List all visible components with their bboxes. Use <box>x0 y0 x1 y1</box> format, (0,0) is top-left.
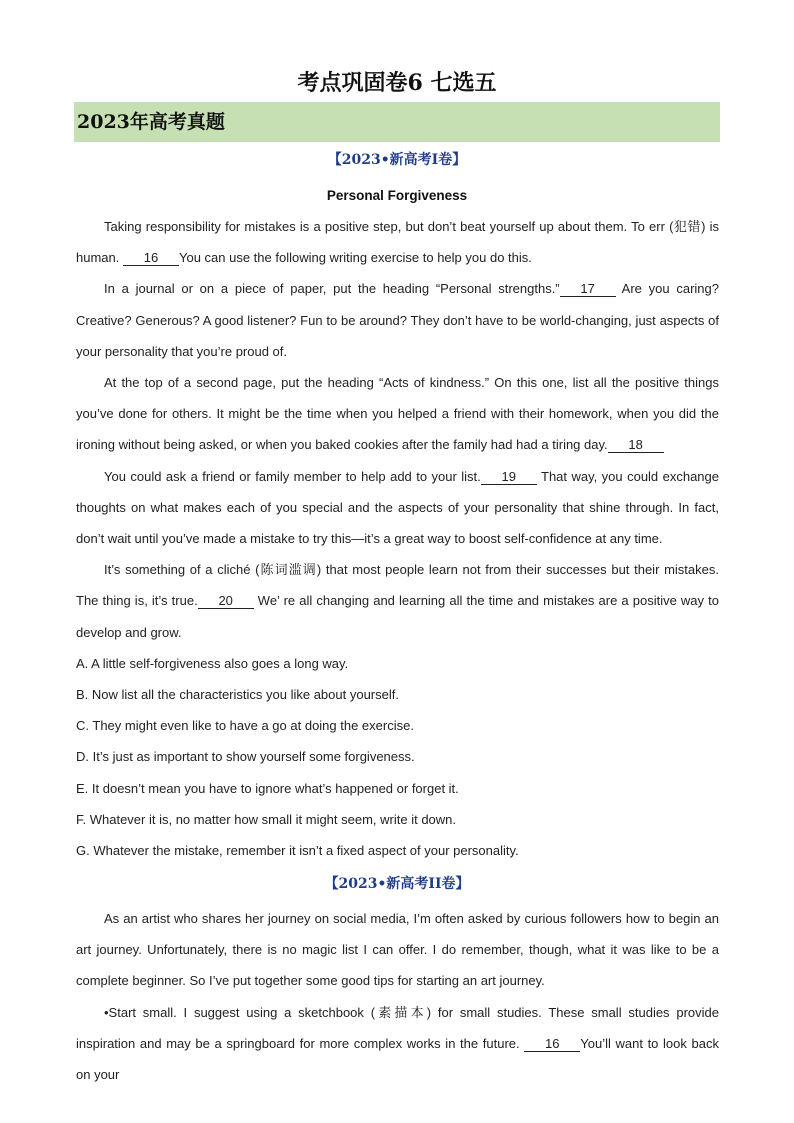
paragraph-2-2: •Start small. I suggest using a sketchbook (素描本) for small studies. These small studies provide inspiration and may be a springboard for more complex works in the future. 16 You’ll want to look back on your <box>76 1004 719 1083</box>
option-d: D. It’s just as important to show yourself some forgiveness. <box>76 749 415 765</box>
option-f: F. Whatever it is, no matter how small it might seem, write it down. <box>76 811 457 827</box>
blank-17: 17 <box>560 282 616 297</box>
blank-16: 16 <box>123 251 179 266</box>
passage-title: Personal Forgiveness <box>326 188 468 203</box>
section-header: 2023年高考真题 <box>74 102 720 142</box>
exam-tag-2: 【2023•新高考II卷】 <box>324 876 470 892</box>
option-b: B. Now list all the characteristics you like about yourself. <box>76 687 399 703</box>
paragraph-2: In a journal or on a piece of paper, put the heading “Personal strengths.” 17 Are you caring? Creative? Generous? A good listener? Fun to be around? They don’t have to be world-changing, just aspects of your personality that you’re proud of. <box>76 281 720 359</box>
paragraph-2-1: As an artist who shares her journey on social media, I’m often asked by curious followers how to begin an art journey. Unfortunately, there is no magic list I can offer. I do remember, though, what it was like to be a complete beginner. So I’ve put together some good tips for starting an art journey. <box>76 911 719 989</box>
paragraph-5: It’s something of a cliché (陈词滥调) that most people learn not from their successes but their mistakes. The thing is, it’s true. 20 We’ re all changing and learning all the time and mistakes are a positive way to develop and grow. <box>76 562 719 640</box>
blank-18: 18 <box>608 438 664 453</box>
blank-19: 19 <box>481 470 537 485</box>
page-title: 考点巩固卷6 七选五 <box>297 70 497 96</box>
option-e: E. It doesn’t mean you have to ignore what’s happened or forget it. <box>76 780 459 796</box>
paragraph-3: At the top of a second page, put the heading “Acts of kindness.” On this one, list all the positive things you’ve done for others. It might be the time when you helped a friend with their homework, when you did the ironing without being asked, or when you baked cookies after the family had had a tiring day. 18 <box>76 375 719 453</box>
blank-20: 20 <box>198 594 254 609</box>
passage-2-body <box>76 903 719 1090</box>
option-c: C. They might even like to have a go at doing the exercise. <box>76 718 414 734</box>
paragraph-1: Taking responsibility for mistakes is a positive step, but don’t beat yourself up about them. To err (犯错) is human. 16 You can use the following writing exercise to help you do this. <box>76 219 719 266</box>
option-g: G. Whatever the mistake, remember it isn’t a fixed aspect of your personality. <box>76 843 519 859</box>
paragraph-4: You could ask a friend or family member to help add to your list. 19 That way, you could exchange thoughts on what makes each of you special and the aspects of your personality that shine through. In fact, don’t wait until you’ve made a mistake to try this—it’s a great way to boost self-confidence at any time. <box>76 468 719 547</box>
blank-2-16: 16 <box>524 1037 580 1052</box>
passage-1-body <box>76 211 719 866</box>
exam-tag-1: 【2023•新高考I卷】 <box>327 152 467 168</box>
option-a: A. A little self-forgiveness also goes a long way. <box>76 655 349 671</box>
